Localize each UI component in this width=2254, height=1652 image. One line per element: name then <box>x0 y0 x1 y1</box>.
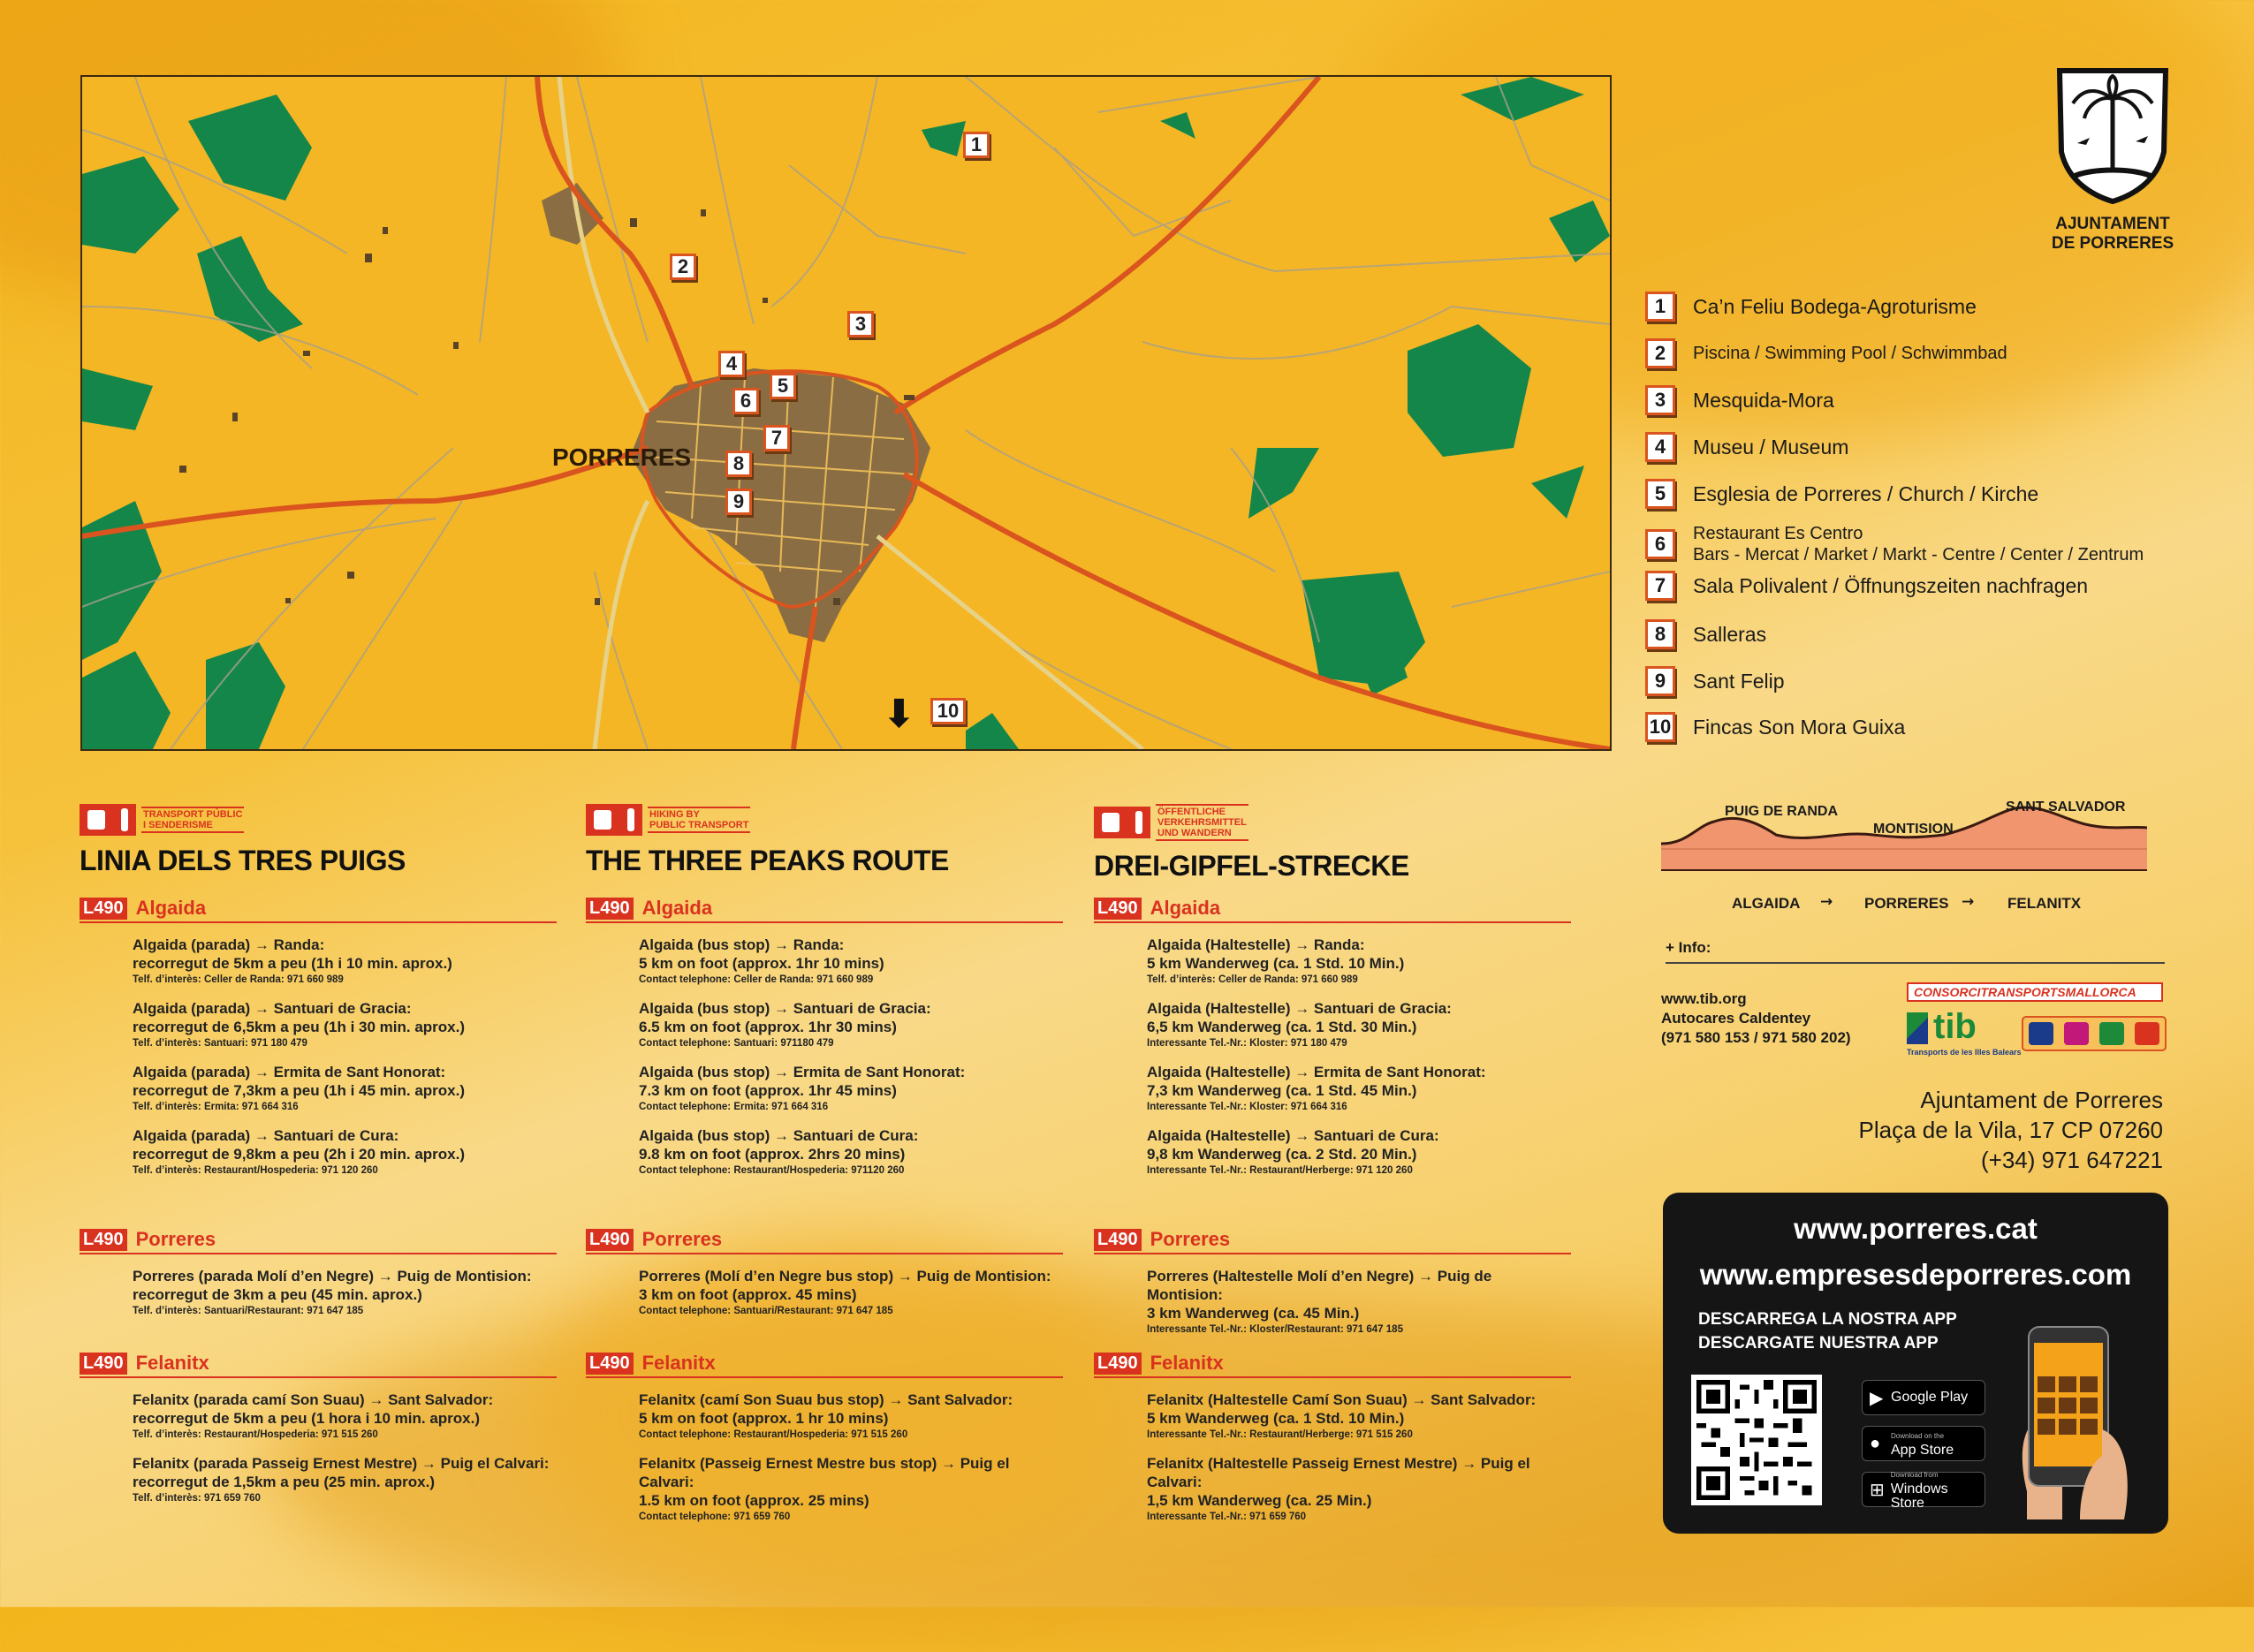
route-origin: Felanitx <box>1150 1352 1224 1374</box>
route-contact: Telf. d’interès: Santuari: 971 180 479 <box>133 1038 307 1049</box>
route-contact: Telf. d’interès: Santuari/Restaurant: 971 647 185 <box>133 1306 364 1316</box>
store-caption: Download from <box>1890 1471 1939 1479</box>
town-felanitx: FELANITX <box>2007 895 2082 912</box>
route-section <box>80 1228 557 1318</box>
legend-label: Esglesia de Porreres / Church / Kirche <box>1693 481 2039 505</box>
route-contact: Interessante Tel.-Nr.: Kloster: 971 664 316 <box>1147 1102 1347 1112</box>
route-distance: 5 km Wanderweg (ca. 1 Std. 10 Min.) <box>1147 955 1405 972</box>
route-path: Algaida (parada) → Santuari de Cura: <box>133 1127 399 1144</box>
route-path: Porreres (Molí d’en Negre bus stop) → Puig de Montision: <box>639 1268 1051 1284</box>
route-section <box>586 1228 1063 1318</box>
transport-modes <box>2022 1016 2167 1051</box>
town-hall-address <box>1794 1085 2163 1175</box>
route-path: Algaida (parada) → Randa: <box>133 936 325 953</box>
route-distance: recorregut de 5km a peu (1h i 10 min. aprox.) <box>133 955 452 972</box>
route-contact: Contact telephone: Santuari: 971180 479 <box>639 1038 834 1049</box>
bus-hiker-icon <box>1094 807 1150 838</box>
route-column-english <box>586 804 1081 1522</box>
download-app-ca: DESCARREGA LA NOSTRA APP <box>1698 1310 1957 1329</box>
route-path: Algaida (bus stop) → Ermita de Sant Honorat: <box>639 1064 966 1080</box>
transport-hiking-badge <box>80 804 574 836</box>
legend-label: Sala Polivalent / Öffnungszeiten nachfragen <box>1693 573 2089 597</box>
badge-line: UND WANDERN <box>1157 828 1232 838</box>
bus-line-code: L490 <box>80 1229 127 1251</box>
legend-item[interactable] <box>1645 338 2007 368</box>
legend-item[interactable] <box>1645 292 1977 322</box>
tib-wordmark: tib <box>1933 1007 1977 1046</box>
route-distance: recorregut de 5km a peu (1 hora i 10 min. aprox.) <box>133 1410 481 1427</box>
map-marker-8[interactable]: 8 <box>725 451 752 477</box>
legend-number: 3 <box>1645 385 1675 415</box>
legend-item[interactable] <box>1645 479 2038 509</box>
route-section <box>80 897 557 1178</box>
route-contact: Telf. d’interès: 971 659 760 <box>133 1493 261 1504</box>
route-item <box>1147 1391 1571 1442</box>
route-contact: Telf. d’interès: Restaurant/Hospederia: 971 120 260 <box>133 1165 378 1176</box>
route-item <box>639 1126 1063 1178</box>
route-path: Felanitx (camí Son Suau bus stop) → Sant Salvador: <box>639 1391 1013 1408</box>
route-distance: 7.3 km on foot (approx. 1hr 45 mins) <box>639 1082 897 1099</box>
town-porreres: PORRERES <box>1864 895 1949 912</box>
map-marker-7[interactable]: 7 <box>763 425 790 451</box>
bus-line-code: L490 <box>586 1229 634 1251</box>
route-contact: Contact telephone: Restaurant/Hospederia: 971120 260 <box>639 1165 905 1176</box>
store-caption: Download on the <box>1891 1432 1945 1440</box>
peak-label-montision: MONTISION <box>1873 822 1954 837</box>
badge-line: PUBLIC TRANSPORT <box>649 820 749 830</box>
route-column-german <box>1094 804 1589 1522</box>
route-path: Algaida (bus stop) → Randa: <box>639 936 845 953</box>
route-distance: 7,3 km Wanderweg (ca. 1 Std. 45 Min.) <box>1147 1082 1417 1099</box>
address-street: Plaça de la Vila, 17 CP 07260 <box>1858 1117 2163 1143</box>
route-distance: recorregut de 7,3km a peu (1h i 45 min. aprox.) <box>133 1082 466 1099</box>
badge-line: ÖFFENTLICHE <box>1157 807 1226 817</box>
legend-label: Fincas Son Mora Guixa <box>1693 715 1906 739</box>
route-title: THE THREE PEAKS ROUTE <box>586 845 949 876</box>
route-section <box>1094 897 1571 1178</box>
route-contact: Contact telephone: 971 659 760 <box>639 1512 791 1522</box>
badge-line: I SENDERISME <box>143 820 213 830</box>
route-item <box>133 936 557 987</box>
info-header <box>1666 939 2165 964</box>
map-marker-2[interactable]: 2 <box>670 254 696 280</box>
route-title: DREI-GIPFEL-STRECKE <box>1094 850 1409 882</box>
legend-number: 1 <box>1645 292 1675 322</box>
arrow-down-icon: ⬇ <box>883 692 915 737</box>
legend-number: 5 <box>1645 479 1675 509</box>
route-distance: 3 km Wanderweg (ca. 45 Min.) <box>1147 1305 1360 1322</box>
route-path: Felanitx (Passeig Ernest Mestre bus stop) → Puig el Calvari: <box>639 1455 1010 1490</box>
windows-store-button[interactable] <box>1862 1471 1985 1511</box>
route-origin: Felanitx <box>641 1352 716 1374</box>
route-path: Algaida (bus stop) → Santuari de Gracia: <box>639 1000 931 1017</box>
route-distance: 6.5 km on foot (approx. 1hr 30 mins) <box>639 1019 897 1035</box>
map-marker-9[interactable]: 9 <box>725 489 752 515</box>
transport-hiking-badge <box>586 804 1081 836</box>
legend-label: Museu / Museum <box>1693 435 1849 458</box>
route-path: Porreres (Haltestelle Molí d’en Negre) → Puig de Montision: <box>1147 1268 1492 1303</box>
elevation-profile <box>1661 791 2147 941</box>
route-origin: Algaida <box>1150 897 1221 919</box>
map-marker-6[interactable]: 6 <box>732 388 759 414</box>
tib-link[interactable]: www.tib.org <box>1661 990 1747 1007</box>
route-item <box>133 1391 557 1442</box>
map-marker-10[interactable]: 10 <box>930 698 966 724</box>
route-distance: 3 km on foot (approx. 45 mins) <box>639 1286 857 1303</box>
route-contact: Interessante Tel.-Nr.: Kloster/Restaurant: 971 647 185 <box>1147 1324 1403 1335</box>
website-link-empreses[interactable]: www.empresesdeporreres.com <box>1699 1258 2132 1291</box>
route-path: Algaida (Haltestelle) → Randa: <box>1147 936 1365 953</box>
route-path: Algaida (Haltestelle) → Santuari de Cura: <box>1147 1127 1439 1144</box>
route-item <box>639 936 1063 987</box>
route-origin: Algaida <box>641 897 713 919</box>
route-contact: Telf. d’interès: Celler de Randa: 971 660 989 <box>133 974 344 985</box>
route-contact: Telf. d’interès: Restaurant/Hospederia: 971 515 260 <box>133 1429 378 1440</box>
route-item <box>1147 999 1571 1050</box>
route-origin: Felanitx <box>135 1352 209 1374</box>
consorci-text: CONSORCITRANSPORTSMALLORCA <box>1914 985 2136 999</box>
legend-number: 2 <box>1645 338 1675 368</box>
route-path: Algaida (Haltestelle) → Santuari de Gracia: <box>1147 1000 1452 1017</box>
route-origin: Porreres <box>1150 1228 1231 1250</box>
legend-label: Restaurant Es Centro <box>1693 524 1863 543</box>
map-marker-1[interactable]: 1 <box>963 132 990 158</box>
bus-hiker-icon <box>80 804 136 836</box>
route-item <box>1147 1063 1571 1114</box>
legend-sublabel: Bars - Mercat / Market / Markt - Centre / Center / Zentrum <box>1693 545 2144 565</box>
legend-number: 6 <box>1645 529 1675 559</box>
route-path: Algaida (parada) → Santuari de Gracia: <box>133 1000 412 1017</box>
route-contact: Interessante Tel.-Nr.: 971 659 760 <box>1147 1512 1307 1522</box>
route-path: Felanitx (parada Passeig Ernest Mestre) → Puig el Calvari: <box>133 1455 550 1472</box>
legend-item[interactable] <box>1645 571 2088 601</box>
route-contact: Contact telephone: Celler de Randa: 971 660 989 <box>639 974 874 985</box>
tib-mark-icon <box>1907 1012 1928 1044</box>
route-item <box>1147 1454 1571 1524</box>
bus-line-code: L490 <box>80 1353 127 1375</box>
route-title: LINIA DELS TRES PUIGS <box>80 845 406 876</box>
route-distance: 9.8 km on foot (approx. 2hrs 20 mins) <box>639 1146 906 1163</box>
google-play-button[interactable] <box>1862 1380 1985 1415</box>
company-phones: (971 580 153 / 971 580 202) <box>1661 1029 1851 1046</box>
route-path: Algaida (Haltestelle) → Ermita de Sant Honorat: <box>1147 1064 1486 1080</box>
route-origin: Algaida <box>135 897 207 919</box>
store-name: Google Play <box>1891 1390 1969 1405</box>
address-phone: (+34) 971 647221 <box>1980 1147 2163 1173</box>
tib-logo <box>1907 1007 2163 1058</box>
legend-item[interactable] <box>1645 432 1848 462</box>
bus-line-code: L490 <box>80 898 127 920</box>
legend-item[interactable] <box>1645 619 1766 649</box>
qr-code-icon <box>1696 1380 1817 1500</box>
bus-icon <box>2029 1022 2053 1045</box>
bus-hiker-icon <box>586 804 642 836</box>
bike-icon <box>2135 1022 2159 1045</box>
route-distance: 6,5 km Wanderweg (ca. 1 Std. 30 Min.) <box>1147 1019 1417 1035</box>
legend-number: 10 <box>1645 712 1675 742</box>
route-section <box>80 1352 557 1505</box>
route-contact: Contact telephone: Ermita: 971 664 316 <box>639 1102 829 1112</box>
route-distance: recorregut de 1,5km a peu (25 min. aprox.) <box>133 1474 436 1490</box>
transport-contact <box>1661 989 1851 1048</box>
route-distance: 5 km on foot (approx. 1 hr 10 mins) <box>639 1410 889 1427</box>
route-column-catalan <box>80 804 574 1504</box>
qr-code[interactable] <box>1691 1375 1822 1505</box>
metro-icon <box>2099 1022 2124 1045</box>
route-distance: 5 km on foot (approx. 1hr 10 mins) <box>639 955 884 972</box>
logo-line-1: AJUNTAMENT <box>2055 215 2170 233</box>
arrow-right-icon: → <box>1820 893 1833 911</box>
route-item <box>639 1267 1063 1318</box>
peak-label-randa: PUIG DE RANDA <box>1725 804 1839 819</box>
route-path: Algaida (parada) → Ermita de Sant Honorat: <box>133 1064 446 1080</box>
store-name: App Store <box>1891 1443 1954 1458</box>
arrow-right-icon: → <box>1962 893 1975 911</box>
route-item <box>639 1454 1063 1524</box>
map-marker-3[interactable]: 3 <box>847 311 874 337</box>
map-marker-5[interactable]: 5 <box>770 373 796 399</box>
route-distance: recorregut de 3km a peu (45 min. aprox.) <box>133 1286 422 1303</box>
map-svg <box>82 77 1610 749</box>
apple-icon: ● <box>1870 1433 1881 1453</box>
info-label: + Info: <box>1666 939 2165 964</box>
route-item <box>1147 936 1571 987</box>
legend-number: 4 <box>1645 432 1675 462</box>
phone-with-app-image <box>2009 1323 2133 1519</box>
legend-label: Salleras <box>1693 622 1767 646</box>
route-path: Felanitx (parada camí Son Suau) → Sant Salvador: <box>133 1391 494 1408</box>
train-icon <box>2064 1022 2089 1045</box>
route-distance: 9,8 km Wanderweg (ca. 2 Std. 20 Min.) <box>1147 1146 1417 1163</box>
legend-number: 7 <box>1645 571 1675 601</box>
route-item <box>133 999 557 1050</box>
store-name: Windows Store <box>1890 1481 1948 1511</box>
tib-subtitle: Transports de les Illes Balears <box>1907 1048 2022 1057</box>
app-store-button[interactable] <box>1862 1426 1985 1461</box>
route-distance: recorregut de 6,5km a peu (1h i 30 min. aprox.) <box>133 1019 466 1035</box>
bus-line-code: L490 <box>1094 898 1142 920</box>
app-promo-box <box>1663 1193 2168 1534</box>
route-path: Porreres (parada Molí d’en Negre) → Puig de Montision: <box>133 1268 532 1284</box>
badge-line: HIKING BY <box>649 809 700 820</box>
badge-line: VERKEHRSMITTEL <box>1157 817 1247 828</box>
route-origin: Porreres <box>135 1228 216 1250</box>
route-item <box>639 999 1063 1050</box>
download-app-es: DESCARGATE NUESTRA APP <box>1698 1334 1939 1353</box>
route-contact: Contact telephone: Santuari/Restaurant: 971 647 185 <box>639 1306 893 1316</box>
route-distance: recorregut de 9,8km a peu (2h i 20 min. aprox.) <box>133 1146 466 1163</box>
route-item <box>639 1391 1063 1442</box>
legend-label: Ca’n Feliu Bodega-Agroturisme <box>1693 294 1977 318</box>
route-path: Algaida (bus stop) → Santuari de Cura: <box>639 1127 919 1144</box>
route-origin: Porreres <box>641 1228 723 1250</box>
windows-icon: ⊞ <box>1870 1480 1885 1500</box>
coat-of-arms-icon <box>2051 64 2174 205</box>
route-contact: Interessante Tel.-Nr.: Kloster: 971 180 479 <box>1147 1038 1347 1049</box>
route-item <box>1147 1126 1571 1178</box>
company-name: Autocares Caldentey <box>1661 1010 1811 1027</box>
legend-item[interactable] <box>1645 712 1905 742</box>
route-distance: 1.5 km on foot (approx. 25 mins) <box>639 1492 869 1509</box>
legend-label: Piscina / Swimming Pool / Schwimmbad <box>1693 343 2007 363</box>
legend-item[interactable] <box>1645 666 1785 696</box>
route-item <box>133 1063 557 1114</box>
route-item <box>639 1063 1063 1114</box>
legend-number: 9 <box>1645 666 1675 696</box>
route-item <box>133 1454 557 1505</box>
town-label-porreres: PORRERES <box>552 443 692 471</box>
logo-line-2: DE PORRERES <box>2051 234 2174 253</box>
map[interactable] <box>80 75 1612 751</box>
ajuntament-logo <box>2046 64 2179 254</box>
route-section <box>586 1352 1063 1524</box>
map-marker-4[interactable]: 4 <box>718 351 745 377</box>
route-item <box>133 1267 557 1318</box>
bus-line-code: L490 <box>586 898 634 920</box>
route-contact: Telf. d’interès: Celler de Randa: 971 660 989 <box>1147 974 1358 985</box>
route-path: Felanitx (Haltestelle Passeig Ernest Mestre) → Puig el Calvari: <box>1147 1455 1530 1490</box>
route-distance: 5 km Wanderweg (ca. 1 Std. 10 Min.) <box>1147 1410 1405 1427</box>
route-section <box>1094 1228 1571 1337</box>
route-path: Felanitx (Haltestelle Camí Son Suau) → Sant Salvador: <box>1147 1391 1537 1408</box>
route-section <box>1094 1352 1571 1524</box>
website-link-porreres[interactable]: www.porreres.cat <box>1794 1212 2038 1245</box>
route-item <box>133 1126 557 1178</box>
transport-hiking-badge <box>1094 804 1589 841</box>
google-play-icon: ▶ <box>1870 1388 1884 1408</box>
address-name: Ajuntament de Porreres <box>1920 1087 2163 1113</box>
legend-label: Sant Felip <box>1693 669 1785 693</box>
peak-label-salvador: SANT SALVADOR <box>2006 799 2126 815</box>
route-contact: Interessante Tel.-Nr.: Restaurant/Herberge: 971 515 260 <box>1147 1429 1413 1440</box>
legend-item[interactable] <box>1645 385 1834 415</box>
consorci-logo <box>1907 982 2163 1002</box>
route-contact: Telf. d’interès: Ermita: 971 664 316 <box>133 1102 299 1112</box>
town-algaida: ALGAIDA <box>1732 895 1801 912</box>
bus-line-code: L490 <box>1094 1353 1142 1375</box>
legend-item[interactable] <box>1645 523 2144 565</box>
route-item <box>1147 1267 1571 1337</box>
route-distance: 1,5 km Wanderweg (ca. 25 Min.) <box>1147 1492 1372 1509</box>
bus-line-code: L490 <box>1094 1229 1142 1251</box>
route-contact: Contact telephone: Restaurant/Hospederia: 971 515 260 <box>639 1429 908 1440</box>
route-section <box>586 897 1063 1178</box>
legend-number: 8 <box>1645 619 1675 649</box>
legend-label: Mesquida-Mora <box>1693 388 1834 412</box>
route-contact: Interessante Tel.-Nr.: Restaurant/Herberge: 971 120 260 <box>1147 1165 1413 1176</box>
bus-line-code: L490 <box>586 1353 634 1375</box>
badge-line: TRANSPORT PÚBLIC <box>143 809 243 820</box>
